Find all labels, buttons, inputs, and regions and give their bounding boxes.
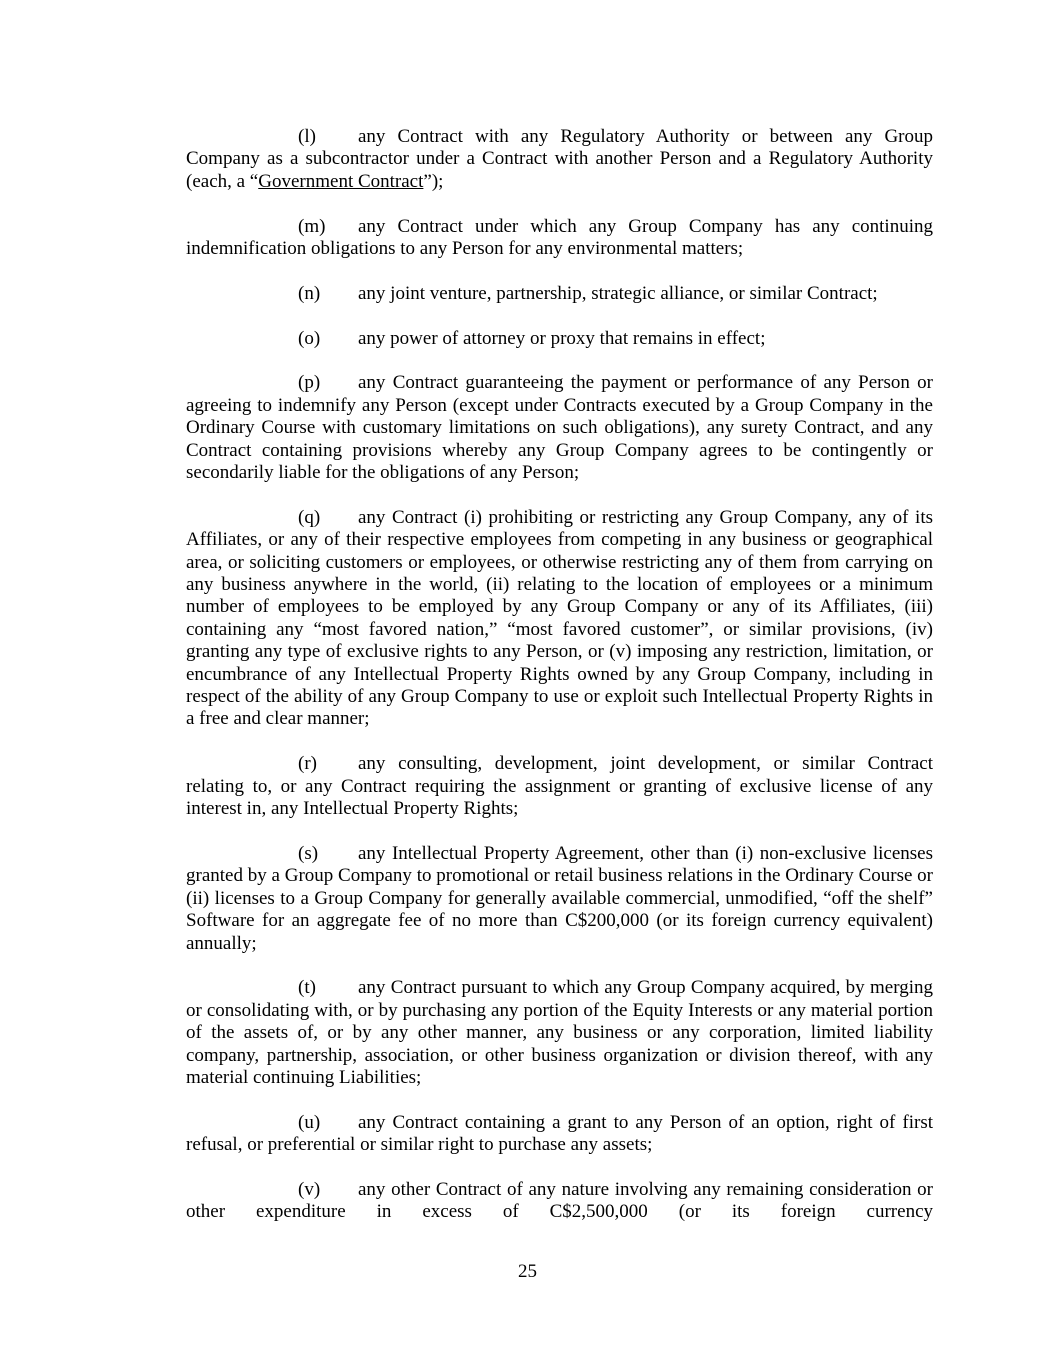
- clause-text-p: any Contract guaranteeing the payment or performance of any Person or agreeing to indemnify any Person (except under Contracts executed by a Group Company in the Ordinary Course with customary limitations on such obligations), any surety Contract, and any Contract containing provisions whereby any Group Company agrees to be contingently or secondarily liable for the obligations of any Person;: [186, 372, 933, 484]
- clause-label-u: (u): [298, 1111, 321, 1133]
- clause-label-n: (n): [298, 282, 321, 304]
- clause-label-q: (q): [298, 506, 321, 528]
- page-content: [186, 126, 933, 1224]
- clause-label-t: (t): [298, 977, 316, 999]
- clause-label-m: (m): [298, 215, 326, 237]
- clause-text-l-after: ”);: [423, 170, 444, 192]
- clause-r: [186, 753, 933, 820]
- clause-text-t: any Contract pursuant to which any Group Company acquired, by merging or consolidating with, or by purchasing any portion of the Equity Interests or any material portion of the assets of, or by any other manner, any business or any corporation, limited liability company, partnership, association, or other business organization or division thereof, with any material continuing Liabilities;: [186, 977, 933, 1088]
- clause-label-l: (l): [298, 126, 316, 147]
- clause-u: [186, 1112, 933, 1157]
- clause-o: [186, 328, 933, 350]
- clause-p: [186, 372, 933, 484]
- clause-label-r: (r): [298, 753, 317, 775]
- defined-term-government-contract: Government Contract: [258, 170, 424, 192]
- clause-label-p: (p): [298, 372, 321, 394]
- clause-text-r: any consulting, development, joint development, or similar Contract relating to, or any Contract requiring the assignment or granting of exclusive license of any interest in, any Intellectual Property Rights;: [186, 753, 933, 820]
- clause-label-v: (v): [298, 1178, 321, 1200]
- clause-text-u: any Contract containing a grant to any Person of an option, right of first refusal, or preferential or similar right to purchase any assets;: [186, 1111, 933, 1156]
- clause-text-l-before: any Contract with any Regulatory Authority or between any Group Company as a subcontractor under a Contract with another Person and a Regulatory Authority (each, a “: [186, 126, 933, 192]
- clause-s: [186, 843, 933, 955]
- clause-text-q: any Contract (i) prohibiting or restricting any Group Company, any of its Affiliates, or any of their respective employees from competing in any business or geographical area, or soliciting customers or employees, or otherwise restricting any of them from carrying on any business anywhere in the world, (ii) relating to the location of employees or a minimum number of employees to be employed by any Group Company or any of its Affiliates, (iii) containing any “most favored nation,” “most favored customer”, or similar provisions, (iv) granting any type of exclusive rights to any Person, or (v) imposing any restriction, limitation, or encumbrance of any Intellectual Property Rights owned by any Group Company, including in respect of the ability of any Group Company to use or exploit such Intellectual Property Rights in a free and clear manner;: [186, 506, 933, 730]
- clause-text-v: any other Contract of any nature involving any remaining consideration or other expenditure in excess of C$2,500,000 (or its foreign currency: [186, 1178, 933, 1223]
- clause-text-o: any power of attorney or proxy that remains in effect;: [358, 327, 766, 349]
- clause-n: [186, 283, 933, 305]
- clause-t: [186, 977, 933, 1089]
- clause-q: [186, 507, 933, 731]
- clause-label-o: (o): [298, 327, 321, 349]
- clause-text-m: any Contract under which any Group Company has any continuing indemnification obligations to any Person for any environmental matters;: [186, 215, 933, 260]
- clause-m: [186, 216, 933, 261]
- clause-text-s: any Intellectual Property Agreement, other than (i) non-exclusive licenses granted by a Group Company to promotional or retail business relations in the Ordinary Course or (ii) licenses to a Group Company for generally available commercial, unmodified, “off the shelf” Software for an aggregate fee of no more than C$200,000 (or its foreign currency equivalent) annually;: [186, 842, 933, 954]
- page-number: 25: [518, 1261, 537, 1282]
- clause-text-n: any joint venture, partnership, strategic alliance, or similar Contract;: [358, 282, 878, 304]
- clause-l: [186, 126, 933, 193]
- clause-label-s: (s): [298, 842, 319, 864]
- clause-v: [186, 1179, 933, 1224]
